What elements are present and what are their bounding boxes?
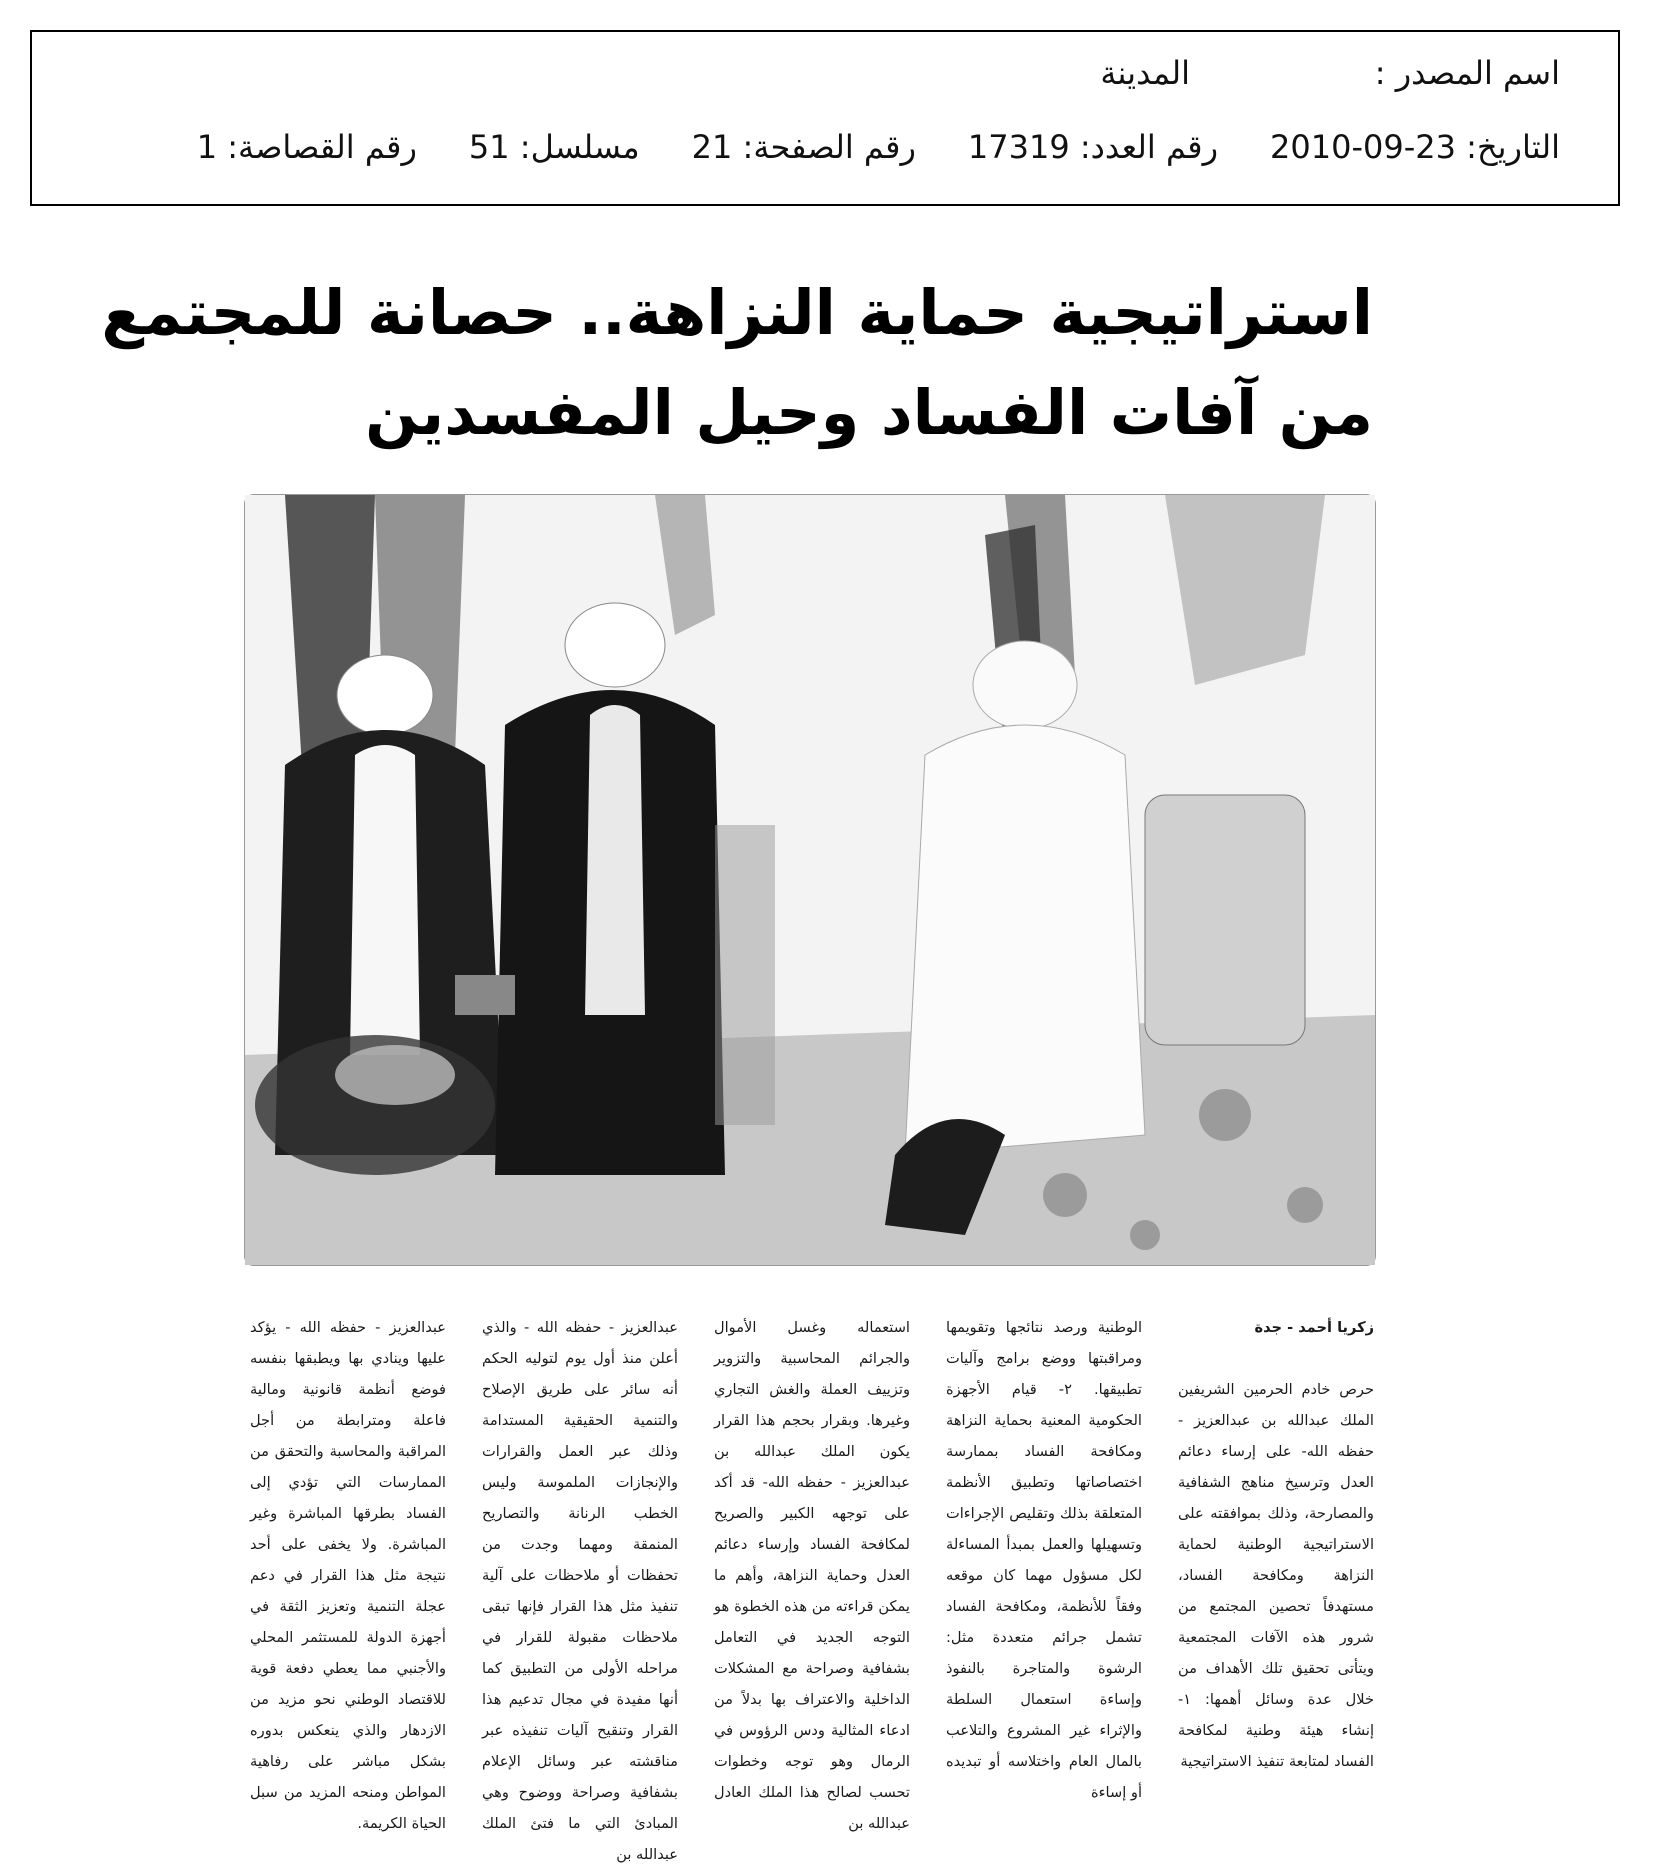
source-row [1040, 54, 1560, 104]
article-column-5 [250, 1312, 446, 1832]
column-text-1: حرص خادم الحرمين الشريفين الملك عبدالله بن عبدالعزيز - حفظه الله- على إرساء دعائم العدل وترسيخ مناهج الشفافية والمصارحة، وذلك بموافقته على الاستراتيجية الوطنية لحماية النزاهة ومكافحة الفساد، مستهدفاً تحصين المجتمع من شرور هذه الآفات المجتمعية ويتأتى تحقيق تلك الأهداف من خلال عدة وسائل أهمها: ١- إنشاء هيئة وطنية لمكافحة الفساد لمتابعة تنفيذ الاستراتيجية [1178, 1381, 1374, 1770]
photo-illustration [245, 495, 1375, 1265]
column-text-4: عبدالعزيز - حفظه الله - والذي أعلن منذ أول يوم لتوليه الحكم أنه سائر على طريق الإصلاح والتنمية الحقيقية المستدامة وذلك عبر العمل والقرارات والإنجازات الملموسة وليس الخطب الرنانة والتصاريح المنمقة ومهما وجدت من تحفظات أو ملاحظات على آلية تنفيذ مثل هذا القرار فإنها تبقى ملاحظات مقبولة للقرار في مراحله الأولى من التطبيق كما أنها مفيدة في مجال تدعيم هذا القرار وتنقيح آليات تنفيذه عبر مناقشته عبر وسائل الإعلام بشفافية وصراحة ووضوح وهي المبادئ التي ما فتئ الملك عبدالله بن [482, 1319, 678, 1863]
headline-line-2: من آفات الفساد وحيل المفسدين [365, 376, 1373, 449]
article-column-4 [482, 1312, 678, 1863]
column-text-3: استعماله وغسل الأموال والجرائم المحاسبية والتزوير وتزييف العملة والغش التجاري وغيرها. وبقرار بحجم هذا القرار يكون الملك عبدالله بن عبدالعزيز - حفظه الله- قد أكد على توجهه الكبير والصريح لمكافحة الفساد وإرساء دعائم العدل وحماية النزاهة، وأهم ما يمكن قراءته من هذه الخطوة هو التوجه الجديد في التعامل بشفافية وصراحة مع المشكلات الداخلية والاعتراف بها بدلاً من ادعاء المثالية ودس الرؤوس في الرمال وهو توجه وخطوات تحسب لصالح هذا الملك العادل عبدالله بن [714, 1319, 910, 1832]
news-photo [244, 494, 1376, 1266]
article-column-3 [714, 1312, 910, 1832]
clip-number: رقم القصاصة: 1 [196, 128, 417, 166]
issue-number: رقم العدد: 17319 [967, 128, 1219, 166]
column-text-5: عبدالعزيز - حفظه الله - يؤكد عليها وينادي بها ويطبقها بنفسه فوضع أنظمة قانونية ومالية فاعلة ومترابطة من أجل المراقبة والمحاسبة والتحقق من الممارسات التي تؤدي إلى الفساد بطرقها المباشرة وغير المباشرة. ولا يخفى على أحد نتيجة مثل هذا القرار في دعم عجلة التنمية وتعزيز الثقة في أجهزة الدولة للمستثمر المحلي والأجنبي مما يعطي دفعة قوية للاقتصاد الوطني نحو مزيد من الازدهار والذي ينعكس بدوره بشكل مباشر على رفاهية المواطن ومنحه المزيد من سبل الحياة الكريمة. [250, 1319, 446, 1832]
date-field: التاريخ: 23-09-2010 [1270, 128, 1560, 166]
clipping-header [30, 30, 1620, 206]
byline: زكريا أحمد - جدة [1254, 1319, 1374, 1336]
column-text-2: الوطنية ورصد نتائجها وتقويمها ومراقبتها ووضع برامج وآليات تطبيقها. ٢- قيام الأجهزة الحكومية المعنية بحماية النزاهة ومكافحة الفساد بممارسة اختصاصاتها وتطبيق الأنظمة المتعلقة بذلك وتقليص الإجراءات وتسهيلها والعمل بمبدأ المساءلة لكل مسؤول مهما كان موقعه وفقاً للأنظمة، ومكافحة الفساد تشمل جرائم متعددة مثل: الرشوة والمتاجرة بالنفوذ وإساءة استعمال السلطة والإثراء غير المشروع والتلاعب بالمال العام واختلاسه أو تبديده أو إساءة [946, 1319, 1142, 1801]
meta-row [72, 128, 1560, 178]
source-value: المدينة [1100, 54, 1190, 92]
article-column-1 [1178, 1312, 1374, 1770]
headline-line-1: استراتيجية حماية النزاهة.. حصانة للمجتمع [101, 276, 1373, 349]
serial-number: مسلسل: 51 [468, 128, 640, 166]
page-number: رقم الصفحة: 21 [691, 128, 916, 166]
source-label: اسم المصدر : [1374, 54, 1560, 92]
article-column-2 [946, 1312, 1142, 1801]
article-body [244, 1312, 1374, 1863]
